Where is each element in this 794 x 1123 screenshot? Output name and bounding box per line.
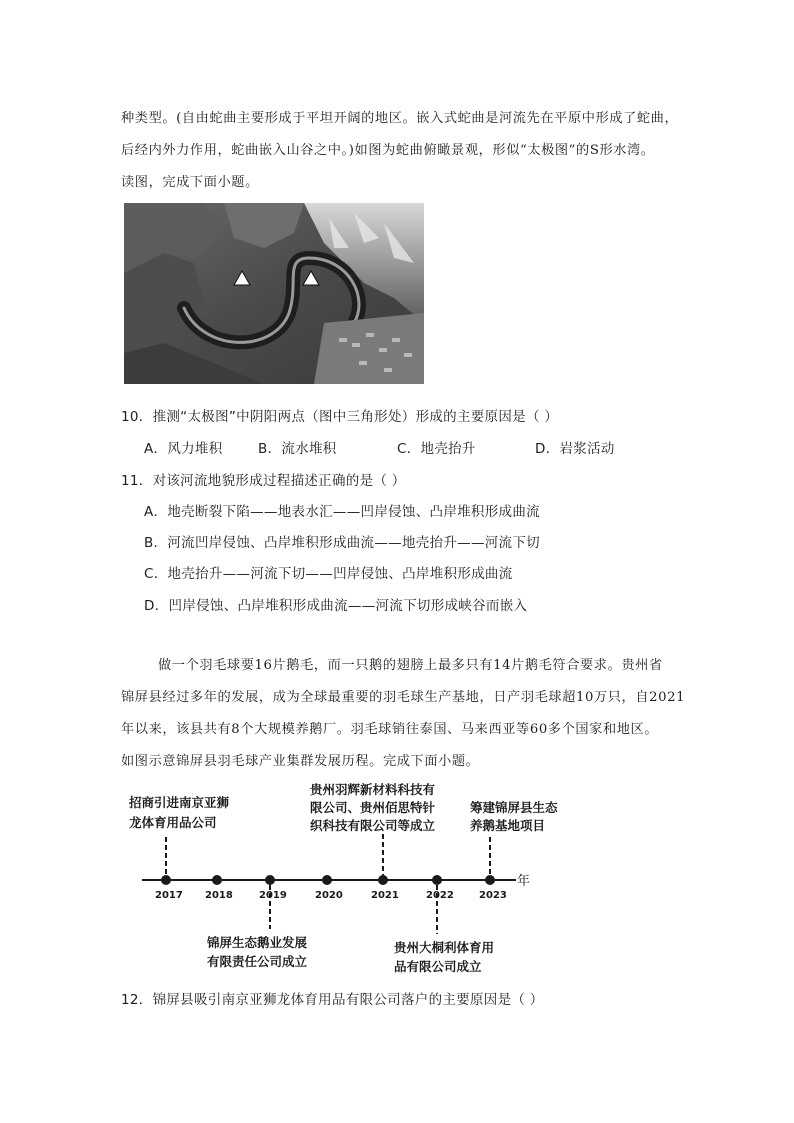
year-dot xyxy=(161,875,171,885)
year-dot xyxy=(265,875,275,885)
intro-paragraph-line: 种类型。(自由蛇曲主要形成于平坦开阔的地区。嵌入式蛇曲是河流先在平原中形成了蛇曲， xyxy=(121,111,679,126)
event-text-line: 贵州羽辉新材料科技有 xyxy=(310,782,436,797)
year-label: 2018 xyxy=(205,890,233,901)
intro-paragraph-line: 年以来，该县共有8个大规模养鹅厂。羽毛球销往泰国、马来西亚等60多个国家和地区。 xyxy=(121,722,659,737)
intro-paragraph-line: 如图示意锦屏县羽毛球产业集群发展历程。完成下面小题。 xyxy=(121,754,480,769)
year-dot xyxy=(212,875,222,885)
year-2019 xyxy=(259,875,287,901)
year-label: 2019 xyxy=(259,890,287,901)
timeline-event-2023 xyxy=(470,800,558,875)
year-2023 xyxy=(479,875,507,901)
event-text-line: 贵州大桐利体育用 xyxy=(394,940,495,955)
question-11-option-d[interactable]: D．凹岸侵蚀、凸岸堆积形成曲流——河流下切形成峡谷而嵌入 xyxy=(144,598,528,614)
timeline-unit-label: 年 xyxy=(517,874,531,889)
year-dot xyxy=(378,875,388,885)
question-10-option-b[interactable]: B．流水堆积 xyxy=(258,441,337,457)
question-10-option-a[interactable]: A．风力堆积 xyxy=(144,441,223,457)
year-dot xyxy=(432,875,442,885)
year-2020 xyxy=(315,875,343,901)
intro-paragraph-line: 锦屏县经过多年的发展，成为全球最重要的羽毛球生产基地，日产羽毛球超10万只，自2021 xyxy=(121,690,686,705)
year-label: 2017 xyxy=(155,890,183,901)
year-2018 xyxy=(205,875,233,901)
question-11-option-b[interactable]: B．河流凹岸侵蚀、凸岸堆积形成曲流——地壳抬升——河流下切 xyxy=(144,535,540,551)
event-text-line: 有限责任公司成立 xyxy=(207,954,308,969)
question-10-stem: 10．推测“太极图”中阴阳两点（图中三角形处）形成的主要原因是（ ） xyxy=(121,409,559,425)
event-text-line: 招商引进南京亚狮 xyxy=(129,795,230,810)
question-10-option-d[interactable]: D．岩浆活动 xyxy=(535,441,615,457)
year-label: 2022 xyxy=(426,890,454,901)
question-11-option-c[interactable]: C．地壳抬升——河流下切——凹岸侵蚀、凸岸堆积形成曲流 xyxy=(144,566,513,582)
event-text-line: 筹建锦屏县生态 xyxy=(470,800,558,815)
year-dot xyxy=(485,875,495,885)
timeline-event-2017 xyxy=(128,795,230,875)
meander-aerial-photo xyxy=(124,203,424,384)
year-2017 xyxy=(155,875,183,901)
year-dot xyxy=(322,875,332,885)
question-10-option-c[interactable]: C．地壳抬升 xyxy=(397,441,476,457)
event-text-line: 织科技有限公司等成立 xyxy=(310,818,436,833)
intro-paragraph-line: 读图，完成下面小题。 xyxy=(121,175,259,190)
year-label: 2023 xyxy=(479,890,507,901)
event-text-line: 锦屏生态鹅业发展 xyxy=(207,935,308,950)
intro-paragraph-line: 做一个羽毛球要16片鹅毛，而一只鹅的翅膀上最多只有14片鹅毛符合要求。贵州省 xyxy=(158,658,663,673)
question-11-stem: 11．对该河流地貌形成过程描述正确的是（ ） xyxy=(121,473,406,489)
timeline-event-2021 xyxy=(310,782,436,875)
event-text-line: 品有限公司成立 xyxy=(394,959,482,974)
event-text-line: 限公司、贵州佰思特针 xyxy=(310,800,436,815)
event-text-line: 龙体育用品公司 xyxy=(129,815,217,830)
year-2021 xyxy=(371,875,399,901)
year-label: 2021 xyxy=(371,890,399,901)
year-2022 xyxy=(426,875,454,901)
year-label: 2020 xyxy=(315,890,343,901)
intro-paragraph-line: 后经内外力作用，蛇曲嵌入山谷之中。)如图为蛇曲俯瞰景观，形似“太极图”的S形水湾。 xyxy=(121,143,655,158)
badminton-industry-timeline xyxy=(124,777,584,977)
event-text-line: 养鹅基地项目 xyxy=(470,818,546,833)
question-12-stem: 12．锦屏县吸引南京亚狮龙体育用品有限公司落户的主要原因是（ ） xyxy=(121,992,544,1008)
question-11-option-a[interactable]: A．地壳断裂下陷——地表水汇——凹岸侵蚀、凸岸堆积形成曲流 xyxy=(144,504,540,520)
